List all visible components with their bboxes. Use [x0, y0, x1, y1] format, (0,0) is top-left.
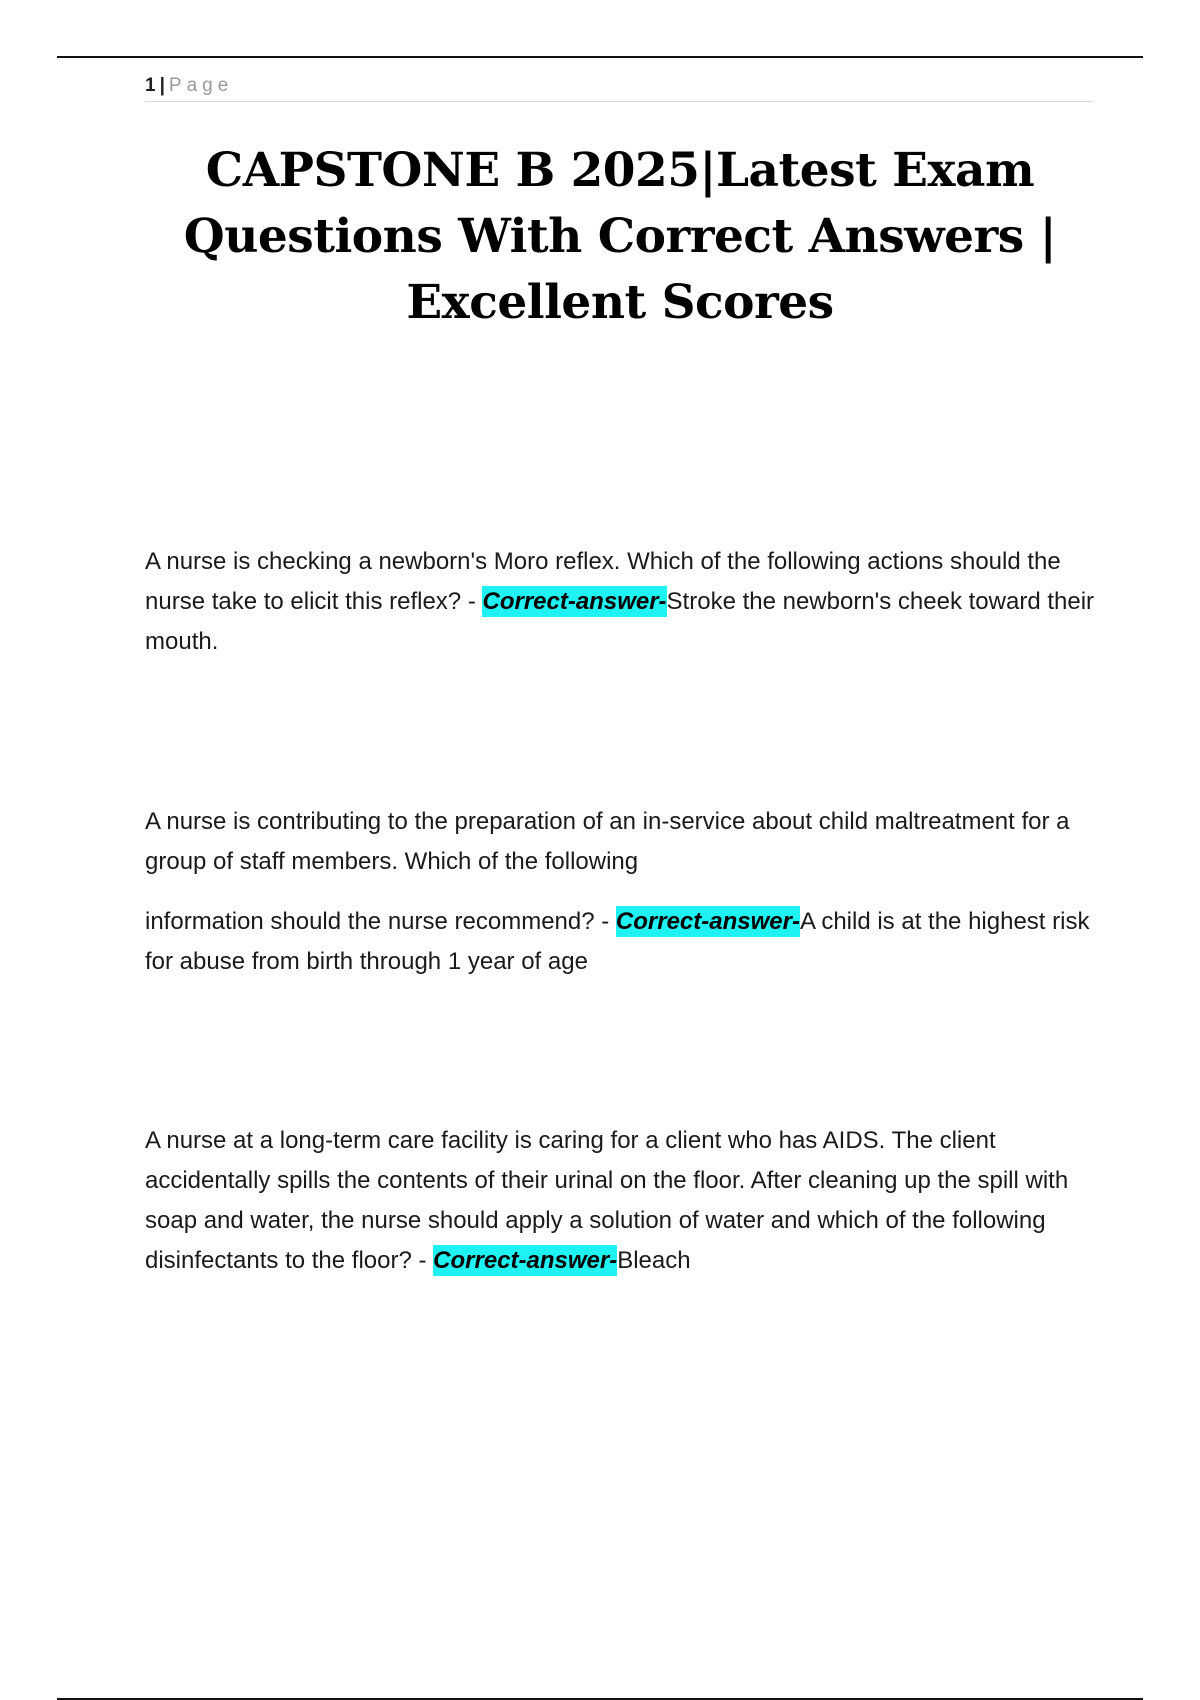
question-text: information should the nurse recommend? - — [145, 908, 616, 935]
question-continuation — [145, 902, 1095, 982]
answer-text: A child is at the highest risk for abuse from birth through 1 year of age — [145, 908, 1090, 975]
question-text: A nurse is checking a newborn's Moro reflex. Which of the following actions should the nurse take to elicit this reflex? - — [145, 548, 1061, 615]
top-border-rule — [57, 56, 1143, 58]
page-separator: | — [159, 75, 165, 96]
page-header — [145, 73, 1093, 102]
answer-text: Stroke the newborn's cheek toward their mouth. — [145, 588, 1095, 655]
question-text: A nurse at a long-term care facility is caring for a client who has AIDS. The client accidentally spills the contents of their urinal on the floor. After cleaning up the spill with soap and water, the nurse should apply a solution of water and which of the following disinfectants to the floor? - — [145, 1127, 1069, 1274]
correct-answer-label: Correct-answer- — [433, 1247, 618, 1274]
page-number: 1 — [145, 75, 156, 96]
page-word: Page — [168, 75, 234, 96]
question-block-1 — [145, 542, 1095, 662]
question-text: A nurse is contributing to the preparation of an in-service about child maltreatment for a group of staff members. Which of the following — [145, 808, 1070, 875]
correct-answer-label: Correct-answer- — [615, 908, 800, 935]
question-block-2 — [145, 802, 1095, 982]
question-block-3 — [145, 1121, 1095, 1281]
answer-text: Bleach — [617, 1247, 691, 1274]
correct-answer-label: Correct-answer- — [482, 588, 667, 615]
document-title: CAPSTONE B 2025|Latest Exam Questions With Correct Answers | Excellent Scores — [183, 143, 1057, 330]
